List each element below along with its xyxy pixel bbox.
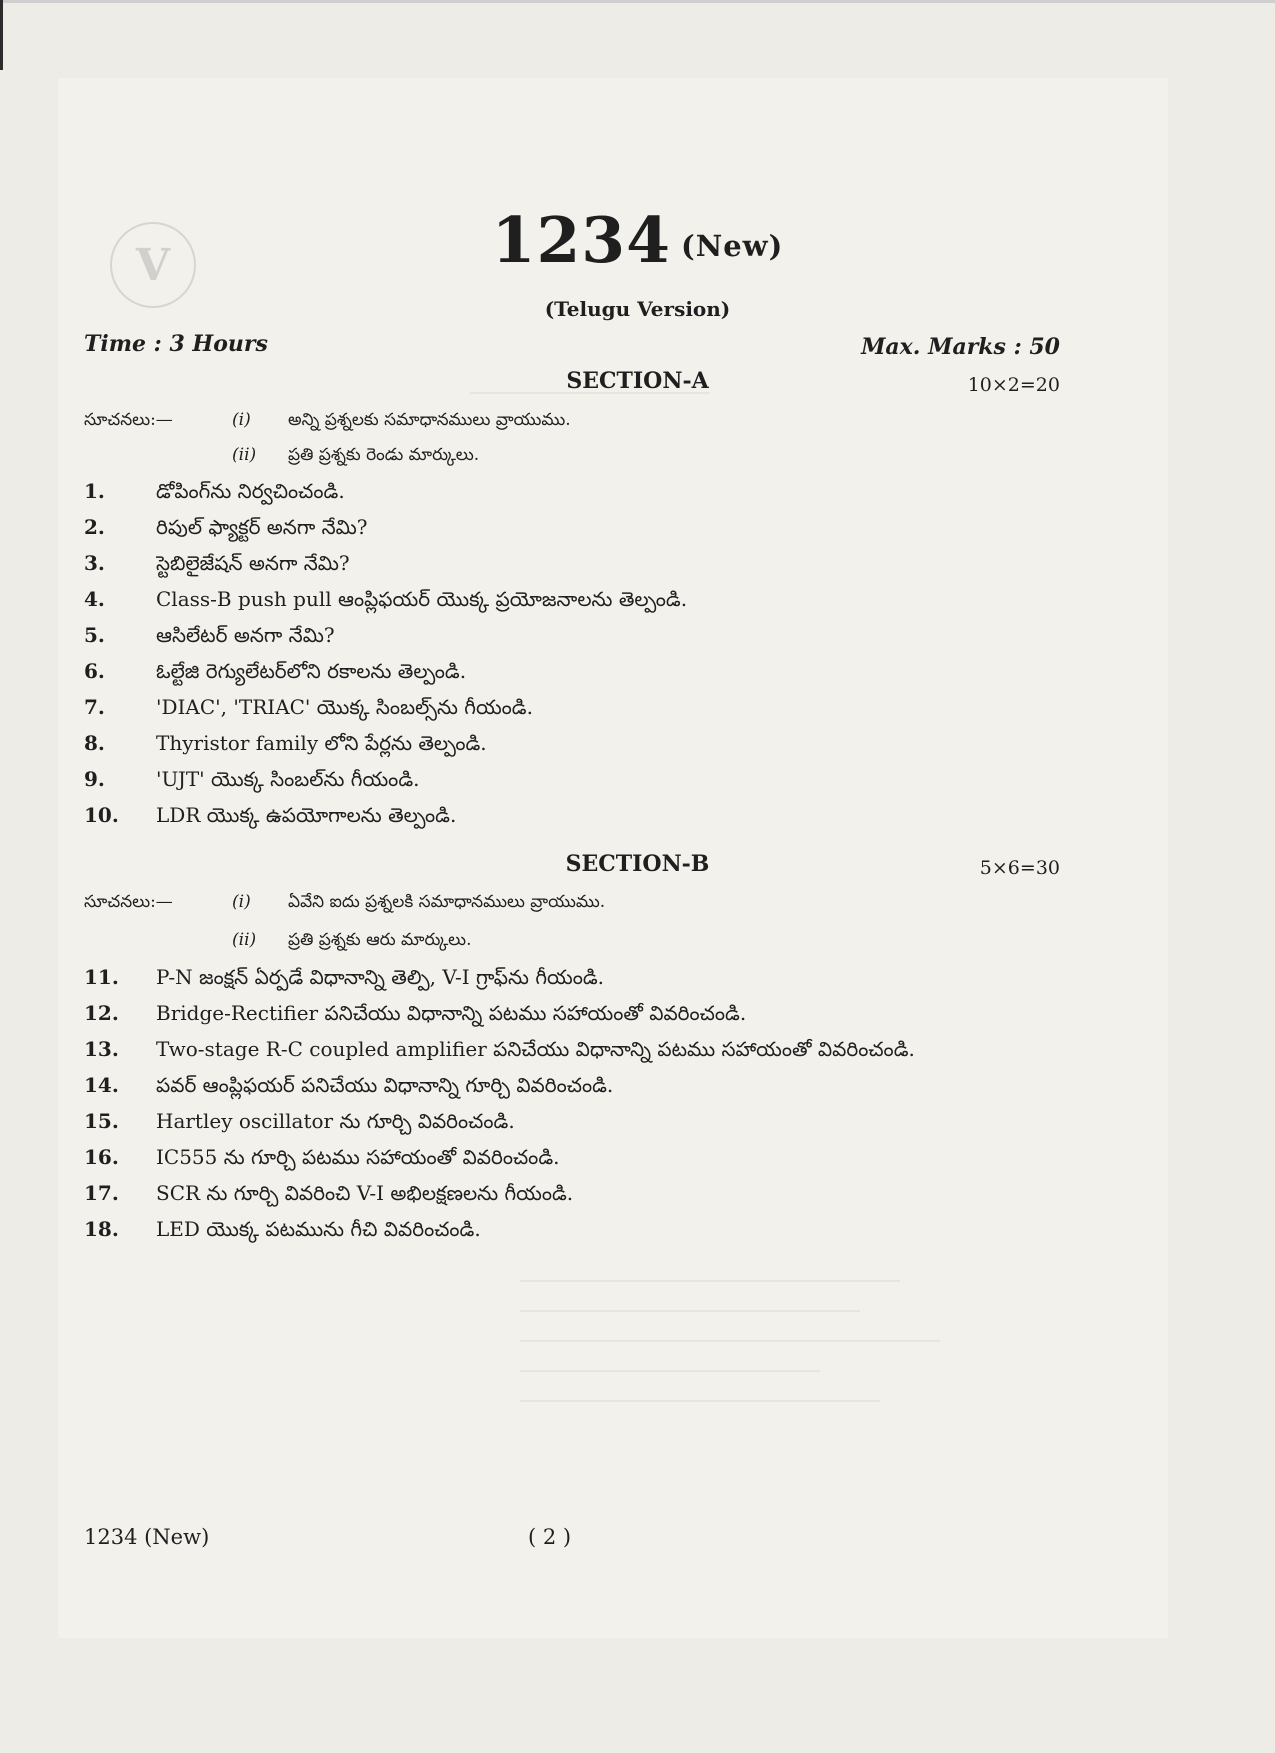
question-text: LDR యొక్క ఉపయోగాలను తెల్పండి. [156,803,457,827]
question-number: 1. [84,479,105,503]
paper-code: 1234 [491,203,671,277]
question-text: Bridge-Rectifier పనిచేయు విధానాన్ని పటము సహాయంతో వివరించండి. [156,1001,747,1025]
section-a-instruction-2 [0,443,1275,473]
instruction-text: ప్రతి ప్రశ్నకు రెండు మార్కులు. [288,445,480,465]
question-12 [0,1001,1275,1035]
question-number: 18. [84,1217,119,1241]
question-number: 16. [84,1145,119,1169]
question-text: Class-B push pull ఆంప్లిఫయర్ యొక్క ప్రయోజనాలను తెల్పండి. [156,587,688,611]
question-5 [0,623,1275,657]
watermark-seal: V [110,222,196,308]
instruction-roman: (ii) [232,445,257,465]
question-text: IC555 ను గూర్చి పటము సహాయంతో వివరించండి. [156,1145,560,1169]
footer-paper-code: 1234 (New) [84,1525,210,1549]
question-3 [0,551,1275,585]
section-a-heading: SECTION-A [566,368,709,394]
question-number: 17. [84,1181,119,1205]
question-18 [0,1217,1275,1251]
question-number: 2. [84,515,105,539]
question-text: 'DIAC', 'TRIAC' యొక్క సింబల్స్‌ను గీయండి. [156,695,533,719]
paper-code-title [0,203,1275,277]
question-number: 3. [84,551,105,575]
question-2 [0,515,1275,549]
question-text: రిపుల్ ఫ్యాక్టర్ అనగా నేమి? [156,515,368,539]
question-8 [0,731,1275,765]
question-number: 6. [84,659,105,683]
max-marks: Max. Marks : 50 [861,334,1060,360]
question-14 [0,1073,1275,1107]
question-number: 7. [84,695,105,719]
question-9 [0,767,1275,801]
instruction-text: ఏవేని ఐదు ప్రశ్నలకి సమాధానములు వ్రాయుము. [288,892,606,912]
question-number: 11. [84,965,119,989]
instruction-text: ప్రతి ప్రశ్నకు ఆరు మార్కులు. [288,930,472,950]
question-number: 15. [84,1109,119,1133]
paper-code-suffix: (New) [680,228,784,263]
question-text: 'UJT' యొక్క సింబల్‌ను గీయండి. [156,767,420,791]
question-number: 8. [84,731,105,755]
question-1 [0,479,1275,513]
question-13 [0,1037,1275,1071]
question-text: Two-stage R-C coupled amplifier పనిచేయు విధానాన్ని పటము సహాయంతో వివరించండి. [156,1037,915,1061]
question-16 [0,1145,1275,1179]
question-text: LED యొక్క పటమును గీచి వివరించండి. [156,1217,481,1241]
instruction-roman: (i) [232,410,251,430]
footer-page-number: ( 2 ) [528,1525,572,1549]
scan-left-edge [0,0,3,70]
question-11 [0,965,1275,999]
question-text: ఆసిలేటర్ అనగా నేమి? [156,623,335,647]
question-7 [0,695,1275,729]
question-number: 14. [84,1073,119,1097]
section-b-instruction-1 [0,890,1275,920]
instruction-roman: (ii) [232,930,257,950]
question-text: ఓల్టేజి రెగ్యులేటర్‌లోని రకాలను తెల్పండి. [156,659,467,683]
question-15 [0,1109,1275,1143]
question-17 [0,1181,1275,1215]
question-text: Thyristor family లోని పేర్లను తెల్పండి. [156,731,487,755]
time-allowed: Time : 3 Hours [84,331,268,357]
question-text: డోపింగ్‌ను నిర్వచించండి. [156,479,345,503]
question-number: 10. [84,803,119,827]
instruction-roman: (i) [232,892,251,912]
instruction-label: సూచనలు:— [84,410,173,430]
instruction-label: సూచనలు:— [84,892,173,912]
question-text: SCR ను గూర్చి వివరించి V-I అభిలక్షణలను గీయండి. [156,1181,574,1205]
section-b-instruction-2 [0,928,1275,958]
question-10 [0,803,1275,837]
section-a-marks: 10×2=20 [967,374,1060,396]
version-subtitle: (Telugu Version) [544,297,731,321]
question-text: Hartley oscillator ను గూర్చి వివరించండి. [156,1109,515,1133]
question-text: P-N జంక్షన్ ఏర్పడే విధానాన్ని తెల్పి, V-I గ్రాఫ్‌ను గీయండి. [156,965,605,989]
section-b-heading: SECTION-B [565,851,710,877]
question-text: స్టెబిలైజేషన్ అనగా నేమి? [156,551,350,575]
question-number: 4. [84,587,105,611]
question-6 [0,659,1275,693]
section-a-instruction-1 [0,408,1275,438]
section-b-marks: 5×6=30 [979,857,1060,879]
question-number: 12. [84,1001,119,1025]
question-4 [0,587,1275,621]
question-number: 13. [84,1037,119,1061]
question-number: 9. [84,767,105,791]
question-text: పవర్ ఆంప్లిఫయర్ పనిచేయు విధానాన్ని గూర్చి వివరించండి. [156,1073,614,1097]
scan-top-edge [0,0,1275,3]
question-number: 5. [84,623,105,647]
instruction-text: అన్ని ప్రశ్నలకు సమాధానములు వ్రాయుము. [288,410,571,430]
